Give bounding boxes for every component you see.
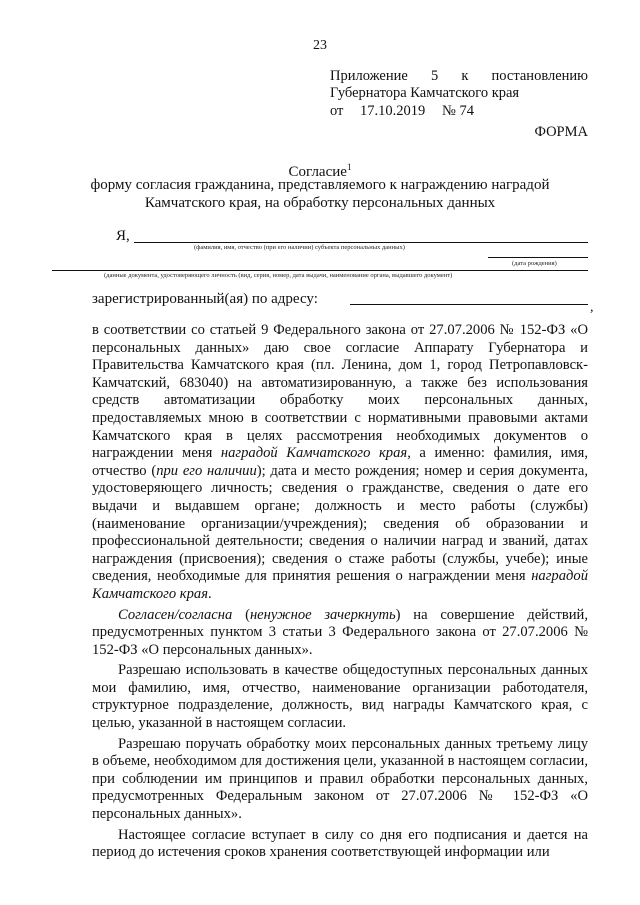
appendix-word-2: 5: [430, 68, 439, 84]
p2-text-b: (: [232, 606, 250, 623]
address-line[interactable]: [350, 304, 588, 305]
p1-patronymic-italic: при его наличии: [156, 462, 257, 479]
page-number: 23: [313, 38, 327, 53]
appendix-line-1: [330, 68, 588, 85]
fio-caption: (фамилия, имя, отчество (при его наличии) субъекта персональных данных): [194, 244, 405, 251]
address-comma: ,: [590, 300, 594, 315]
title-main: Согласие: [288, 164, 347, 180]
dob-caption: (дата рождения): [512, 260, 557, 267]
appendix-word-3: к: [461, 68, 469, 84]
appendix-date: 17.10.2019: [360, 103, 426, 119]
dob-line[interactable]: [488, 257, 588, 258]
form-label: ФОРМА: [534, 124, 588, 140]
title-line-2: форму согласия гражданина, представляемого к награждению наградой: [90, 177, 550, 193]
appendix-from-label: от: [330, 103, 344, 119]
fio-line[interactable]: [134, 242, 588, 243]
p1-award-italic: наградой Камчатского края: [220, 445, 408, 462]
p1-text-e: ); дата и место рождения; номер и серия документа, удостоверяющего личность; сведения о гражданстве, сведения о дате его выдачи и выдавшем органе; должность и место работы (службы) (наименование организации/учреждения); сведения об образовании и профессиональной деятельности; сведения о наличии наград и званий, датах награждения (присвоения); сведения о стаже работы (службы, учебе); иные сведения, необходимые для принятия решения о награждении меня: [92, 462, 588, 585]
paragraph-5: Настоящее согласие вступает в силу со дня его подписания и дается на период до истечения сроков хранения соответствующей информации или: [92, 826, 588, 861]
p2-strike-note-italic: ненужное зачеркнуть: [249, 606, 396, 623]
p1-text-g: .: [208, 585, 212, 602]
appendix-line-3: [330, 103, 588, 120]
appendix-word-4: постановлению: [491, 68, 588, 84]
appendix-number: № 74: [442, 103, 474, 119]
paragraph-1: [92, 322, 588, 604]
paragraph-2: [92, 607, 588, 660]
document-caption: (данные документа, удостоверяющего личность (вид, серия, номер, дата выдачи, наименование органа, выдавшего документ): [104, 272, 453, 279]
document-line[interactable]: [52, 270, 588, 271]
p2-agree-italic: Согласен/согласна: [118, 606, 233, 623]
title-line-3: Камчатского края, на обработку персональных данных: [144, 195, 496, 211]
paragraph-4: Разрешаю поручать обработку моих персональных данных третьему лицу в объеме, необходимом для достижения цели, указанной в настоящем согласии, при соблюдении им принципов и правил обработки персональных данных, предусмотренных Федеральным законом от 27.07.2006 № 152-ФЗ «О персональных данных».: [92, 735, 588, 823]
address-label: зарегистрированный(ая) по адресу:: [92, 291, 318, 307]
p1-award-italic-2: наградой Камчатского края: [92, 568, 588, 602]
footnote-mark: 1: [346, 162, 352, 172]
paragraph-3: Разрешаю использовать в качестве общедоступных персональных данных мои фамилию, имя, отчество, наименование организации работодателя, структурное подразделение, должность, вид награды Камчатского края, с целью, указанной в настоящем согласии.: [92, 662, 588, 732]
appendix-word-1: Приложение: [330, 68, 408, 84]
consent-body: [92, 322, 588, 865]
p2-text-d: ) на совершение действий, предусмотренных пунктом 3 статьи 3 Федерального закона от 27.07.2006 № 152-ФЗ «О персональных данных».: [92, 606, 588, 658]
ya-label: Я,: [116, 228, 130, 244]
p1-text-c: , а именно: фамилия, имя, отчество (: [92, 445, 588, 479]
p1-text-a: в соответствии со статьей 9 Федерального закона от 27.07.2006 № 152-ФЗ «О персональных данных» даю свое согласие Аппарату Губернатора и Правительства Камчатского края (пл. Ленина, дом 1, город Петропавловск-Камчатский, 683040) на автоматизированную, а также без использования средств автоматизации обработку моих персональных данных, предоставляемых мною в соответствии с нормативными правовыми актами Камчатского края в целях рассмотрения необходимых документов о награждении меня: [92, 322, 588, 462]
appendix-line-2: Губернатора Камчатского края: [330, 85, 520, 101]
